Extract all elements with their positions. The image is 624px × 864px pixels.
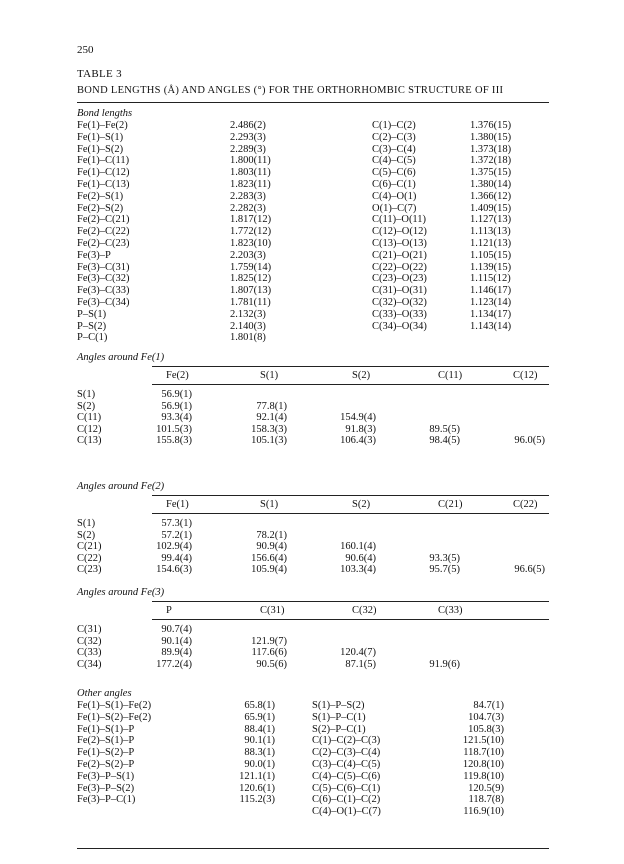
bond-value: 1.823(10)	[230, 238, 272, 249]
angle-label: C(3)–C(4)–C(5)	[312, 759, 381, 770]
fe2-angles-cell: 90.9(4)	[256, 541, 287, 552]
fe2-angles-row-label: S(1)	[77, 518, 96, 529]
angle-label: S(1)–P–S(2)	[312, 700, 365, 711]
bond-value: 1.376(15)	[470, 120, 512, 131]
fe1-angles-cell: 89.5(5)	[429, 423, 460, 435]
fe2-angles-row-label: S(2)	[77, 529, 96, 541]
fe3-angles-cell: 91.9(6)	[429, 658, 460, 670]
angle-value: 105.8(3)	[468, 723, 504, 735]
title-rule	[77, 102, 549, 103]
fe3-angles-column-header: C(33)	[438, 605, 463, 616]
angle-label: C(4)–C(5)–C(6)	[312, 770, 381, 782]
bond-label: Fe(1)–C(12)	[77, 167, 130, 179]
angle-value: 116.9(10)	[463, 806, 504, 818]
fe2-angles-column-header: S(1)	[260, 499, 279, 510]
fe1-angles-cell: 92.1(4)	[256, 412, 287, 423]
bond-value: 1.807(13)	[230, 285, 272, 297]
bond-label: Fe(2)–S(1)	[77, 190, 124, 202]
fe2-angles-cell: 156.6(4)	[251, 552, 287, 564]
fe1-angles-row-label: S(1)	[77, 389, 96, 400]
bond-value: 2.282(3)	[230, 202, 266, 214]
fe3-angles-row-label: C(34)	[77, 658, 102, 670]
fe1-angles-heading: Angles around Fe(1)	[77, 352, 165, 363]
fe1-angles-cell: 105.1(3)	[251, 435, 287, 446]
angle-label: Fe(3)–P–S(2)	[77, 782, 135, 794]
angle-label: Fe(3)–P–C(1)	[77, 794, 136, 806]
bond-label: C(4)–O(1)	[372, 190, 417, 202]
fe3-angles-cell: 90.1(4)	[161, 635, 192, 647]
bond-value: 2.140(3)	[230, 320, 266, 332]
fe1-angles-cell: 56.9(1)	[161, 389, 192, 400]
bond-value: 2.132(3)	[230, 308, 266, 320]
fe1-angles-column-header: S(1)	[260, 370, 279, 381]
fe1-angles-row-label: C(13)	[77, 435, 102, 446]
bond-label: Fe(3)–P	[77, 249, 111, 261]
fe1-angles-row-label: C(11)	[77, 412, 102, 423]
angle-value: 121.1(1)	[239, 770, 275, 782]
fe1-angles-top-rule	[152, 366, 549, 367]
bond-label: C(2)–C(3)	[372, 131, 416, 143]
fe2-angles-cell: 90.6(4)	[345, 552, 376, 564]
fe2-angles-cell: 93.3(5)	[429, 552, 460, 564]
fe2-angles-cell: 105.9(4)	[251, 564, 287, 575]
bond-value: 1.380(14)	[470, 179, 512, 190]
fe2-angles-cell: 154.6(3)	[156, 564, 192, 575]
bond-value: 2.283(3)	[230, 190, 266, 202]
angle-label: C(4)–O(1)–C(7)	[312, 806, 381, 818]
fe3-angles-heading: Angles around Fe(3)	[77, 587, 165, 598]
bond-value: 1.801(8)	[230, 332, 266, 344]
angle-label: C(2)–C(3)–C(4)	[312, 747, 381, 759]
angle-value: 90.0(1)	[244, 759, 275, 770]
angle-value: 65.9(1)	[244, 711, 275, 723]
fe1-angles-column-header: Fe(2)	[166, 370, 189, 381]
fe1-angles-cell: 56.9(1)	[161, 400, 192, 412]
bond-value: 1.380(15)	[470, 131, 512, 143]
bond-value: 1.373(18)	[470, 143, 512, 155]
fe1-angles-cell: 154.9(4)	[340, 412, 376, 423]
fe2-angles-column-header: S(2)	[352, 499, 371, 510]
fe1-angles-cell: 101.5(3)	[156, 423, 192, 435]
bond-label: Fe(3)–C(34)	[77, 297, 130, 308]
angle-label: Fe(2)–S(2)–P	[77, 759, 135, 770]
fe1-angles-column-header: C(12)	[513, 370, 538, 381]
fe2-angles-header-rule	[152, 513, 549, 514]
fe3-angles-row-label: C(32)	[77, 635, 102, 647]
fe1-angles-header-rule	[152, 384, 549, 385]
fe2-angles-column-header: C(21)	[438, 499, 463, 510]
bond-value: 1.372(18)	[470, 155, 512, 167]
fe1-angles-column-header: S(2)	[352, 370, 371, 381]
bond-label: C(21)–O(21)	[372, 249, 427, 261]
angle-label: Fe(3)–P–S(1)	[77, 770, 135, 782]
fe3-angles-cell: 177.2(4)	[156, 658, 192, 670]
angle-value: 88.3(1)	[244, 747, 275, 759]
bond-label: Fe(1)–C(11)	[77, 155, 130, 167]
fe2-angles-cell: 96.6(5)	[514, 564, 545, 575]
angle-value: 118.7(10)	[463, 747, 504, 759]
bond-label: Fe(3)–C(33)	[77, 285, 130, 297]
bond-value: 2.289(3)	[230, 143, 266, 155]
fe3-angles-column-header: P	[166, 605, 172, 616]
fe1-angles-cell: 158.3(3)	[251, 423, 287, 435]
bond-value: 1.123(14)	[470, 297, 512, 308]
angle-label: C(6)–C(1)–C(2)	[312, 794, 381, 806]
bond-label: Fe(2)–S(2)	[77, 202, 124, 214]
table-label: TABLE 3	[77, 68, 122, 80]
bond-label: Fe(2)–C(23)	[77, 238, 130, 249]
angle-label: C(5)–C(6)–C(1)	[312, 782, 381, 794]
angle-value: 120.8(10)	[462, 759, 504, 770]
bond-label: C(31)–O(31)	[372, 285, 427, 297]
fe2-angles-row-label: C(21)	[77, 541, 102, 552]
angle-label: S(1)–P–C(1)	[312, 711, 366, 723]
angle-value: 88.4(1)	[244, 723, 275, 735]
bond-value: 1.781(11)	[230, 297, 271, 308]
fe1-angles-cell: 106.4(3)	[340, 435, 376, 446]
fe1-angles-cell: 93.3(4)	[161, 412, 192, 423]
fe1-angles-cell: 98.4(5)	[429, 435, 460, 446]
bond-value: 1.127(13)	[470, 214, 512, 226]
bond-value: 1.139(15)	[470, 261, 512, 273]
fe2-angles-cell: 57.3(1)	[161, 518, 192, 529]
fe3-angles-row-label: C(33)	[77, 647, 102, 658]
bond-label: C(23)–O(23)	[372, 273, 427, 285]
bond-lengths-heading: Bond lengths	[77, 108, 133, 119]
fe2-angles-cell: 78.2(1)	[256, 529, 287, 541]
fe3-angles-cell: 90.7(4)	[161, 624, 192, 635]
angle-value: 90.1(1)	[244, 735, 275, 747]
fe3-angles-header-rule	[152, 619, 549, 620]
bond-value: 2.203(3)	[230, 249, 266, 261]
bond-value: 1.105(15)	[470, 249, 512, 261]
fe2-angles-top-rule	[152, 495, 549, 496]
fe3-angles-cell: 121.9(7)	[251, 635, 287, 647]
fe3-angles-column-header: C(31)	[260, 605, 285, 616]
bond-value: 1.115(12)	[470, 273, 511, 285]
bond-label: Fe(1)–C(13)	[77, 179, 130, 190]
angle-value: 120.6(1)	[239, 782, 275, 794]
bond-value: 1.375(15)	[470, 167, 512, 179]
bond-label: Fe(3)–C(32)	[77, 273, 130, 285]
bond-label: C(1)–C(2)	[372, 120, 416, 131]
fe3-angles-cell: 120.4(7)	[340, 647, 376, 658]
fe2-angles-row-label: C(23)	[77, 564, 102, 575]
angle-value: 115.2(3)	[239, 794, 275, 806]
fe2-angles-cell: 103.3(4)	[340, 564, 376, 575]
bond-label: C(11)–O(11)	[372, 214, 427, 226]
bond-label: Fe(3)–C(31)	[77, 261, 130, 273]
bond-label: P–S(2)	[77, 320, 107, 332]
bond-value: 1.817(12)	[230, 214, 272, 226]
bond-value: 1.759(14)	[230, 261, 272, 273]
angle-label: Fe(1)–S(1)–P	[77, 723, 135, 735]
fe1-angles-row-label: S(2)	[77, 400, 96, 412]
angle-label: Fe(1)–S(2)–Fe(2)	[77, 711, 152, 723]
bond-label: C(32)–O(32)	[372, 297, 427, 308]
bond-label: O(1)–C(7)	[372, 202, 417, 214]
bond-label: Fe(2)–C(22)	[77, 226, 130, 238]
bond-label: Fe(2)–C(21)	[77, 214, 130, 226]
bond-value: 1.800(11)	[230, 155, 271, 167]
fe2-angles-cell: 160.1(4)	[340, 541, 376, 552]
bond-value: 1.772(12)	[230, 226, 272, 238]
table-title: BOND LENGTHS (Å) AND ANGLES (°) FOR THE ORTHORHOMBIC STRUCTURE OF III	[77, 85, 504, 96]
bond-label: C(34)–O(34)	[372, 320, 427, 332]
angle-value: 84.7(1)	[473, 700, 504, 711]
fe3-angles-row-label: C(31)	[77, 624, 102, 635]
bond-label: Fe(1)–S(2)	[77, 143, 124, 155]
angle-value: 118.7(8)	[468, 794, 504, 806]
bond-label: C(22)–O(22)	[372, 261, 427, 273]
angle-label: Fe(2)–S(1)–P	[77, 735, 135, 747]
angle-value: 120.5(9)	[468, 782, 504, 794]
fe2-angles-heading: Angles around Fe(2)	[77, 481, 165, 492]
bond-label: C(3)–C(4)	[372, 143, 416, 155]
fe1-angles-cell: 96.0(5)	[514, 435, 545, 446]
bond-label: Fe(1)–Fe(2)	[77, 120, 128, 131]
angle-value: 121.5(10)	[462, 735, 504, 747]
angle-value: 65.8(1)	[244, 700, 275, 711]
fe2-angles-cell: 102.9(4)	[156, 541, 192, 552]
fe3-angles-cell: 87.1(5)	[345, 658, 376, 670]
bond-value: 1.146(17)	[470, 285, 512, 297]
bond-label: C(33)–O(33)	[372, 308, 427, 320]
bond-value: 1.803(11)	[230, 167, 271, 179]
other-angles-heading: Other angles	[77, 688, 132, 699]
bond-label: C(12)–O(12)	[372, 226, 427, 238]
bond-value: 2.293(3)	[230, 131, 266, 143]
fe1-angles-cell: 77.8(1)	[256, 400, 287, 412]
fe3-angles-top-rule	[152, 601, 549, 602]
bond-value: 1.409(15)	[470, 202, 512, 214]
bond-value: 1.143(14)	[470, 320, 512, 332]
bond-value: 1.121(13)	[470, 238, 512, 249]
fe2-angles-cell: 95.7(5)	[429, 564, 460, 575]
bond-label: Fe(1)–S(1)	[77, 131, 124, 143]
angle-value: 104.7(3)	[468, 711, 504, 723]
fe3-angles-cell: 117.6(6)	[251, 647, 287, 658]
bond-value: 2.486(2)	[230, 120, 266, 131]
fe2-angles-row-label: C(22)	[77, 552, 102, 564]
fe2-angles-cell: 57.2(1)	[161, 529, 192, 541]
fe2-angles-column-header: C(22)	[513, 499, 538, 510]
fe1-angles-column-header: C(11)	[438, 370, 463, 381]
fe2-angles-column-header: Fe(1)	[166, 499, 189, 510]
page-number: 250	[77, 44, 94, 56]
bond-label: C(4)–C(5)	[372, 155, 416, 167]
angle-label: C(1)–C(2)–C(3)	[312, 735, 381, 747]
fe2-angles-cell: 99.4(4)	[161, 552, 192, 564]
bond-value: 1.113(13)	[470, 226, 511, 238]
bond-label: P–C(1)	[77, 332, 108, 344]
bond-value: 1.825(12)	[230, 273, 272, 285]
bond-label: C(13)–O(13)	[372, 238, 427, 249]
fe1-angles-cell: 91.8(3)	[345, 423, 376, 435]
bottom-rule	[77, 848, 549, 849]
angle-value: 119.8(10)	[463, 770, 504, 782]
angle-label: Fe(1)–S(1)–Fe(2)	[77, 700, 152, 711]
fe3-angles-cell: 90.5(6)	[256, 658, 287, 670]
bond-label: C(5)–C(6)	[372, 167, 416, 179]
angle-label: S(2)–P–C(1)	[312, 723, 366, 735]
fe1-angles-cell: 155.8(3)	[156, 435, 192, 446]
fe3-angles-cell: 89.9(4)	[161, 647, 192, 658]
angle-label: Fe(1)–S(2)–P	[77, 747, 135, 759]
bond-value: 1.366(12)	[470, 190, 512, 202]
bond-label: P–S(1)	[77, 308, 107, 320]
bond-label: C(6)–C(1)	[372, 179, 416, 190]
fe3-angles-column-header: C(32)	[352, 605, 377, 616]
bond-value: 1.823(11)	[230, 179, 271, 190]
fe1-angles-row-label: C(12)	[77, 423, 102, 435]
bond-value: 1.134(17)	[470, 308, 512, 320]
